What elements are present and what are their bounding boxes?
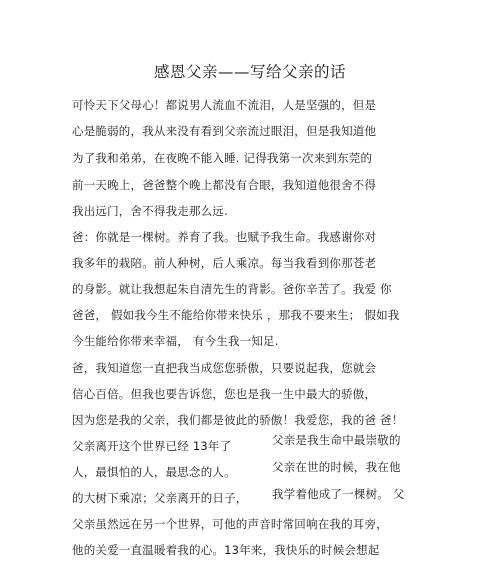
- paragraph-line: 的大树下乘凉；父亲离开的日子，: [72, 491, 248, 505]
- paragraph-line: 前一天晚上，爸爸整个晚上都没有合眼，我知道他很舍不得: [72, 178, 377, 192]
- paragraph-line: 今生能给你带来幸福， 有今生我一知足.: [72, 334, 279, 348]
- paragraph-line: 我出远门，舍不得我走那么远.: [72, 204, 228, 218]
- paragraph-line: 他的关爱一直温暖着我的心。13年来，我快乐的时候会想起: [72, 543, 380, 557]
- paragraph-line: 爸：你就是一棵树。养育了我。也赋予我生命。我感谢你对: [72, 230, 377, 244]
- paragraph-line: 心是脆弱的，我从来没有看到父亲流过眼泪，但是我知道他: [72, 124, 377, 138]
- paragraph-line: 因为您是我的父亲，我们都是彼此的骄傲！我爱您，我的爸 爸！: [72, 413, 404, 427]
- paragraph-line: 爸，我知道您一直把我当成您您骄傲，只要说起我，您就会: [72, 361, 377, 375]
- paragraph-line: 父亲离开这个世界已经 13年了: [72, 439, 232, 453]
- paragraph-line: 的身影。就让我想起朱自清先生的背影。爸你辛苦了。我爱 你: [72, 282, 392, 296]
- side-text-line: 父亲在世的时候，我在他: [272, 460, 401, 474]
- paragraph-line: 信心百倍。但我也要告诉您，您也是我一生中最大的骄傲，: [72, 387, 377, 401]
- document-title: 感恩父亲——写给父亲的话: [153, 63, 346, 81]
- paragraph-line: 父亲虽然远在另一个世界，可他的声音时常回响在我的耳旁，: [72, 517, 388, 531]
- paragraph-line: 可怜天下父母心！都说男人流血不流泪，人是坚强的，但是: [72, 98, 377, 112]
- paragraph-line: 人，最惧怕的人，最思念的人。: [72, 465, 236, 479]
- paragraph-line: 爸爸， 假如我今生不能给你带来快乐 ，那我不要来生； 假如我: [72, 308, 400, 322]
- side-text-line: 父亲是我生命中最崇敬的: [272, 433, 401, 447]
- paragraph-line: 为了我和弟弟，在夜晚不能入睡. 记得我第一次来到东莞的: [72, 151, 373, 165]
- side-text-line: 我学着他成了一棵树。 父: [272, 487, 405, 501]
- paragraph-line: 我多年的栽陪。前人种树，后人乘凉。每当我看到你那苍老: [72, 256, 377, 270]
